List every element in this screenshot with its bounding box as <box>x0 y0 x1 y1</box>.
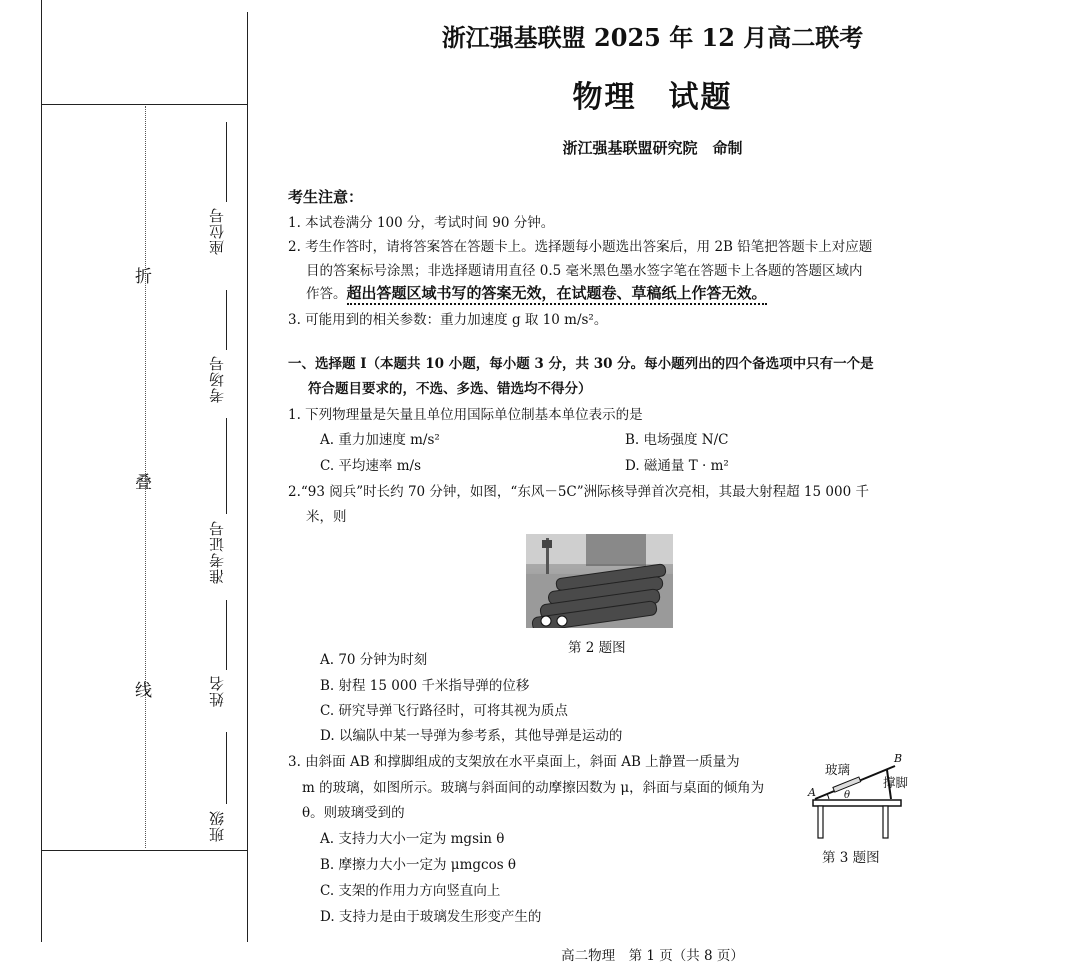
q2-figure-caption: 第 2 题图 <box>568 640 626 656</box>
q3-label-glass: 玻璃 <box>825 762 851 777</box>
notice-item-2-line-1: 2. 考生作答时，请将答案答在答题卡上。选择题每小题选出答案后，用 2B 铅笔把答题卡上对应题 <box>288 239 873 255</box>
table-top <box>813 800 901 806</box>
fold-char-3: 线 <box>135 681 152 701</box>
notice-item-2-emphasis: 超出答题区域书写的答案无效，在试题卷、草稿纸上作答无效。 <box>347 284 767 305</box>
q1-stem: 1. 下列物理量是矢量且单位用国际单位制基本单位表示的是 <box>288 407 643 423</box>
ticket-number-blank[interactable] <box>226 418 227 514</box>
exam-room-blank[interactable] <box>226 290 227 350</box>
q3-option-a: A. 支持力大小一定为 mgsin θ <box>320 831 505 847</box>
q3-option-d: D. 支持力是由于玻璃发生形变产生的 <box>320 909 542 925</box>
seat-number-blank[interactable] <box>226 122 227 202</box>
angle-arc <box>827 794 829 799</box>
table-leg-left <box>818 806 823 838</box>
ticket-number-label: 准考证号 <box>208 520 226 584</box>
class-label: 班级 <box>208 810 226 842</box>
margin-outer-line <box>41 0 42 942</box>
q3-label-b: B <box>894 752 903 765</box>
q1-option-a: A. 重力加速度 m/s² <box>320 432 440 448</box>
fold-char-2: 叠 <box>135 473 152 493</box>
fold-char-1: 折 <box>135 267 152 287</box>
q1-option-c: C. 平均速率 m/s <box>320 458 421 474</box>
q2-option-d: D. 以编队中某一导弹为参考系，其他导弹是运动的 <box>320 728 623 744</box>
q3-stem-line-3: θ。则玻璃受到的 <box>302 805 405 821</box>
missile-parade-photo <box>526 534 673 628</box>
q3-label-leg: 撑脚 <box>883 775 909 790</box>
seat-number-label: 座位号 <box>208 207 226 255</box>
q3-option-b: B. 摩擦力大小一定为 μmgcos θ <box>320 857 517 873</box>
exam-room-label: 考场号 <box>208 355 226 403</box>
issuer-line: 浙江强基联盟研究院 命制 <box>562 139 743 157</box>
notice-item-2-line-3 <box>306 282 767 303</box>
q3-stem-line-2: m 的玻璃，如图所示。玻璃与斜面间的动摩擦因数为 μ，斜面与桌面的倾角为 <box>302 780 765 796</box>
notice-item-2-line-2: 目的答案标号涂黑；非选择题请用直径 0.5 毫米黑色墨水签字笔在答题卡上各题的答题区域内 <box>306 263 863 279</box>
q3-stem-line-1: 3. 由斜面 AB 和撑脚组成的支架放在水平桌面上，斜面 AB 上静置一质量为 <box>288 754 740 770</box>
section-1-heading-line-1: 一、选择题 Ⅰ（本题共 10 小题，每小题 3 分，共 30 分。每小题列出的四个备选项中只有一个是 <box>288 356 874 372</box>
notice-item-1: 1. 本试卷满分 100 分，考试时间 90 分钟。 <box>288 215 555 231</box>
exam-title: 浙江强基联盟 2025 年 12 月高二联考 <box>441 23 864 52</box>
name-label: 姓名 <box>208 675 226 707</box>
table-leg-right <box>883 806 888 838</box>
page-footer: 高二物理 第 1 页（共 8 页） <box>561 948 744 964</box>
margin-inner-line <box>247 12 248 942</box>
q3-figure-caption: 第 3 题图 <box>822 850 880 866</box>
section-1-heading-line-2: 符合题目要求的，不选、多选、错选均不得分） <box>308 381 592 397</box>
subject-title: 物理 试题 <box>572 80 733 115</box>
margin-top-rule <box>41 104 247 105</box>
q2-option-b: B. 射程 15 000 千米指导弹的位移 <box>320 678 530 694</box>
missile-parade-image <box>526 534 673 628</box>
q3-incline-diagram <box>805 752 915 847</box>
q1-option-d: D. 磁通量 T · m² <box>625 458 729 474</box>
margin-bottom-rule <box>41 850 247 851</box>
q2-option-c: C. 研究导弹飞行路径时，可将其视为质点 <box>320 703 568 719</box>
class-blank[interactable] <box>226 732 227 804</box>
notice-heading: 考生注意： <box>288 188 364 206</box>
q3-option-c: C. 支架的作用力方向竖直向上 <box>320 883 501 899</box>
q1-option-b: B. 电场强度 N/C <box>625 432 729 448</box>
notice-item-3: 3. 可能用到的相关参数：重力加速度 g 取 10 m/s²。 <box>288 312 608 328</box>
name-blank[interactable] <box>226 600 227 670</box>
q2-stem-line-2: 米，则 <box>306 509 347 525</box>
q2-option-a: A. 70 分钟为时刻 <box>320 652 428 668</box>
notice-item-2-prefix: 作答。 <box>306 286 347 302</box>
q3-label-a: A <box>808 786 816 799</box>
q3-label-theta: θ <box>844 790 851 801</box>
q2-stem-line-1: 2.“93 阅兵”时长约 70 分钟，如图，“东风－5C”洲际核导弹首次亮相，其最大射程超 15 000 千 <box>288 484 869 500</box>
